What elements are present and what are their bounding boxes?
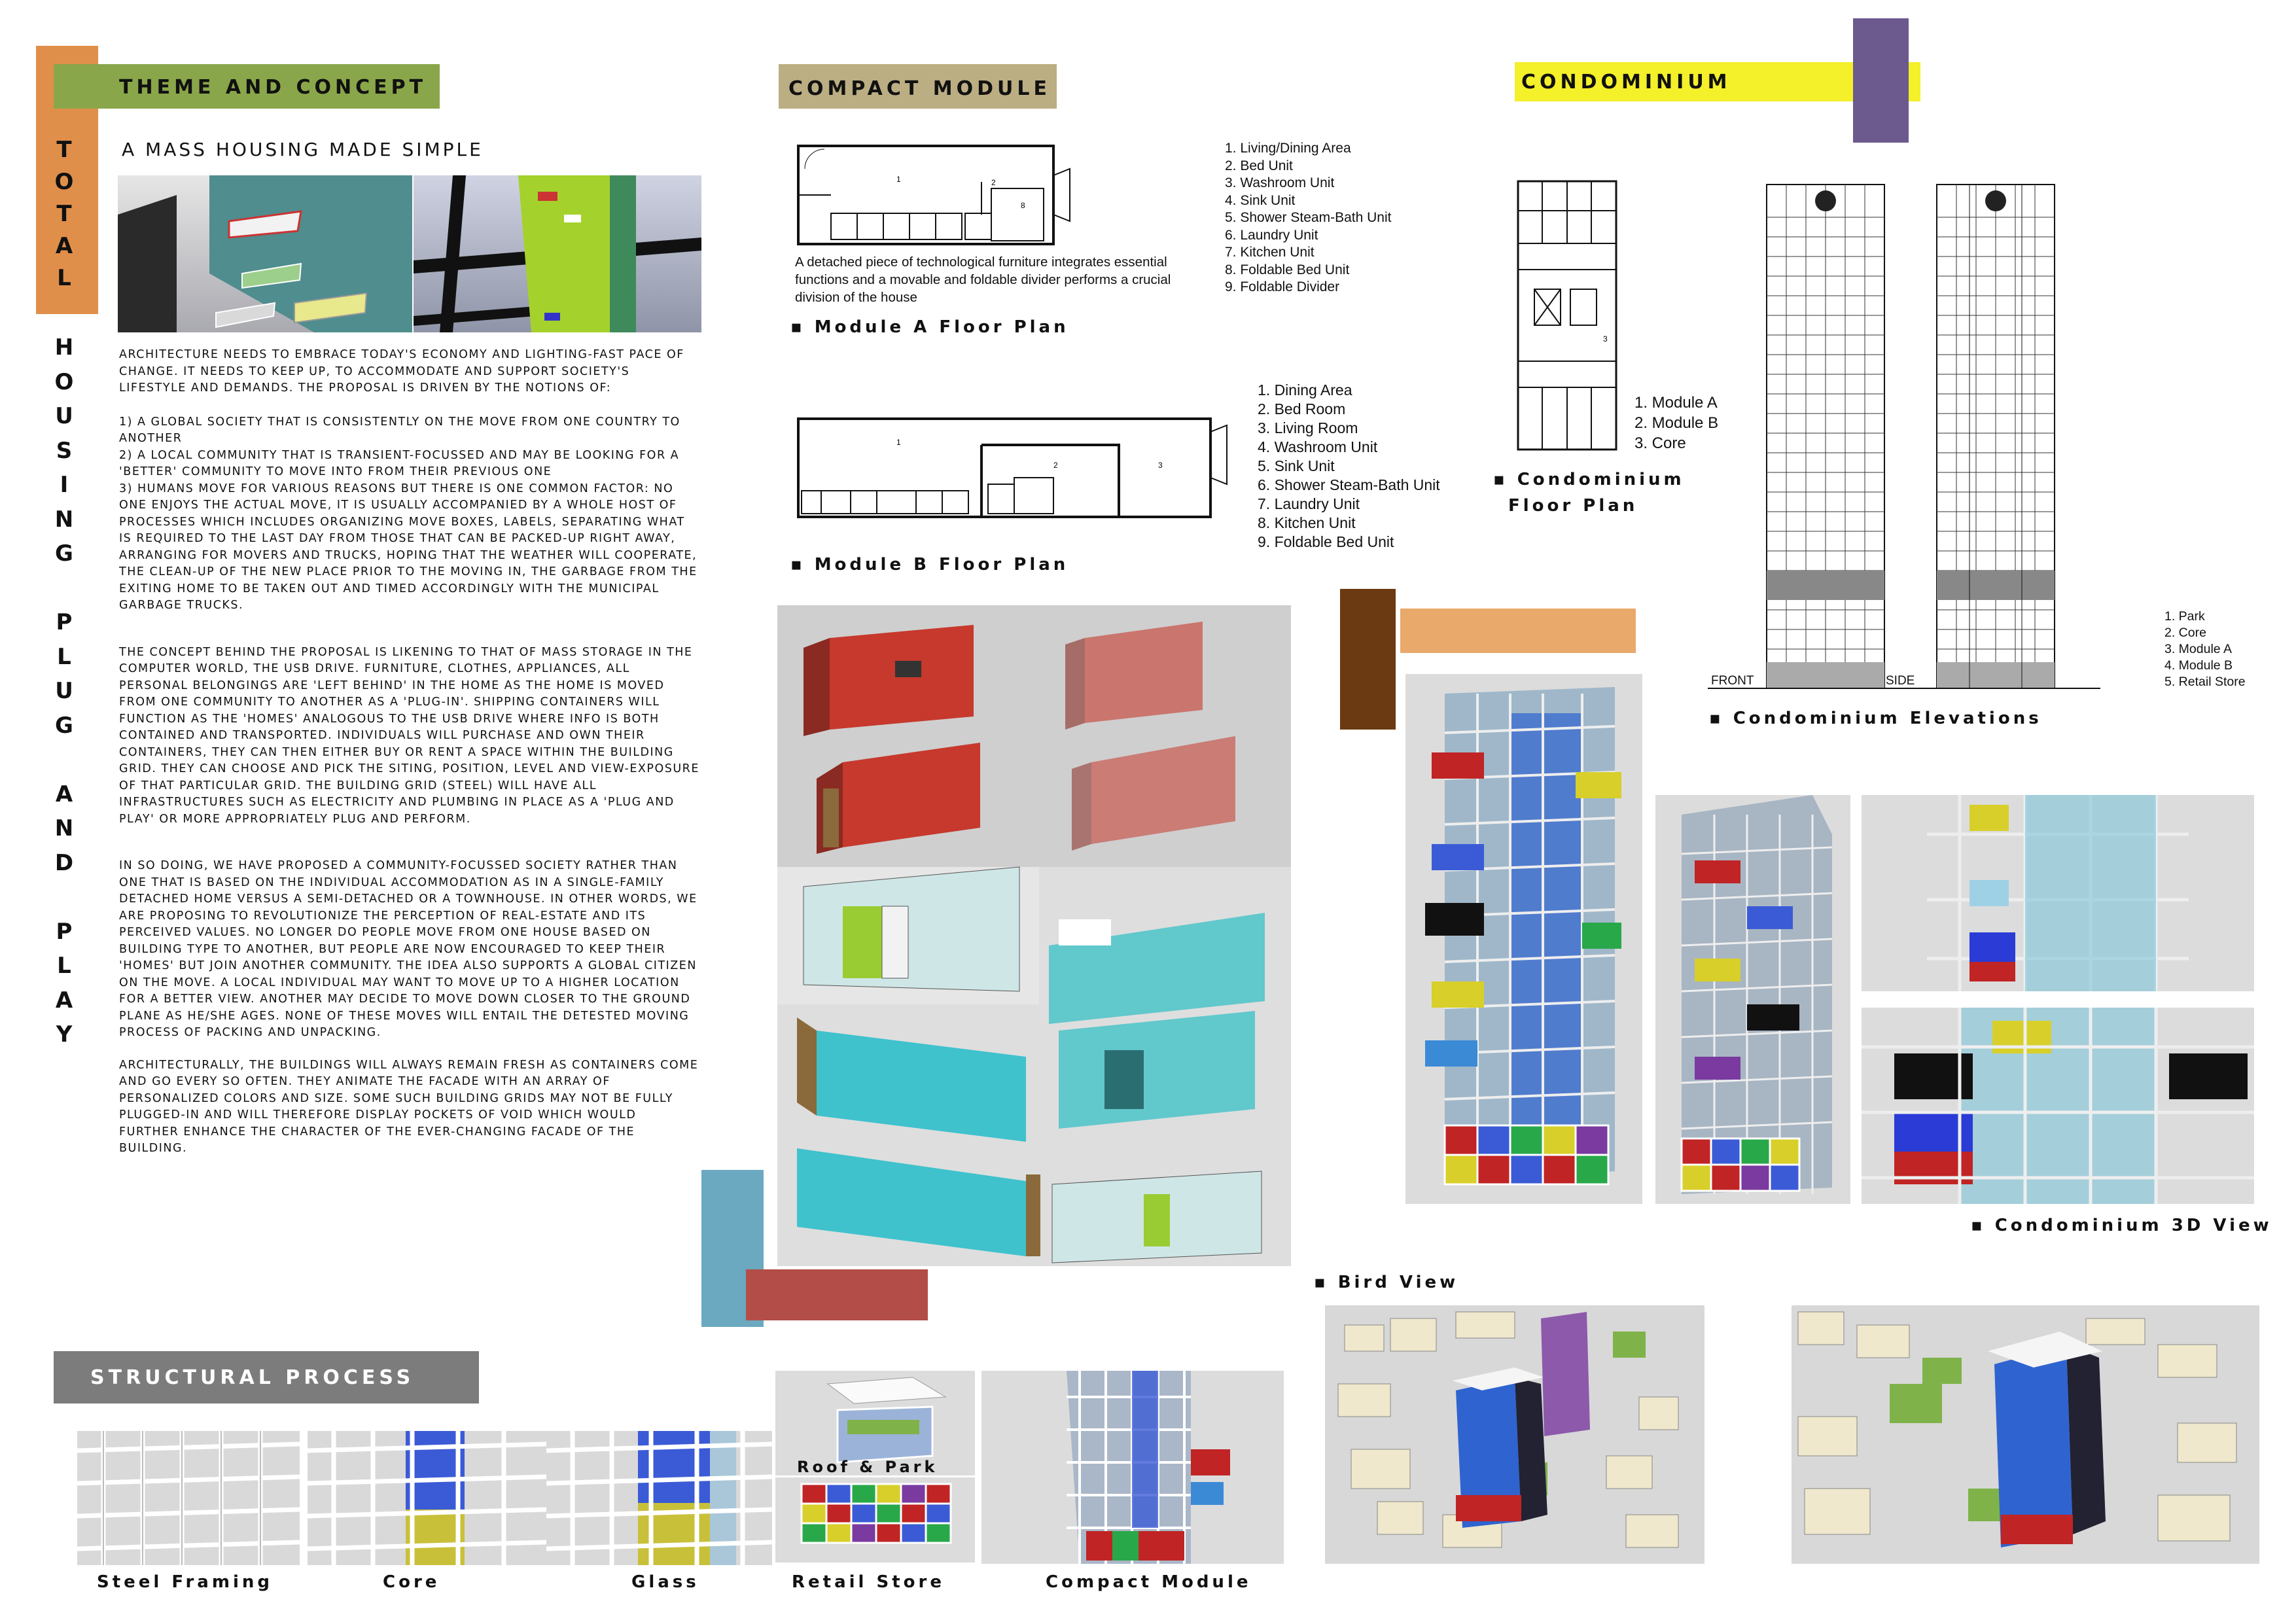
legend-item: 2. Bed Unit — [1225, 158, 1293, 173]
legend-item: 2. Core — [2164, 626, 2206, 640]
bird-view-caption-text: Bird View — [1337, 1273, 1459, 1292]
structural-header: STRUCTURAL PROCESS — [90, 1366, 415, 1389]
bullet-icon: ▪ — [790, 555, 815, 574]
compact-module-image — [981, 1371, 1284, 1564]
legend-item: 5. Retail Store — [2164, 675, 2246, 689]
vertical-letter: O — [54, 169, 74, 195]
condo-floor-plan — [1511, 178, 1629, 453]
vertical-title-top — [51, 134, 77, 294]
svg-text:2: 2 — [991, 178, 996, 187]
legend-item: 1. Module A — [1634, 394, 1718, 412]
condo-3d-detail-top — [1862, 795, 2254, 991]
legend-item: 3. Module A — [2164, 642, 2232, 656]
legend-item: 1. Living/Dining Area — [1225, 141, 1351, 156]
caption-glass: Glass — [631, 1572, 699, 1592]
vertical-letter: A — [55, 987, 73, 1014]
steel-framing-image — [77, 1431, 300, 1565]
module-b-legend — [1258, 381, 1440, 552]
legend-item: 9. Foldable Bed Unit — [1258, 533, 1394, 550]
svg-text:3: 3 — [1603, 334, 1608, 344]
vertical-letter: U — [55, 678, 73, 704]
condo-plan-legend — [1634, 393, 1718, 453]
vertical-letter — [51, 880, 77, 915]
concept-image-tower — [414, 175, 701, 332]
legend-item: 1. Park — [2164, 609, 2205, 624]
vertical-letter: L — [57, 265, 71, 291]
vertical-letter: T — [56, 137, 72, 163]
legend-item: 4. Module B — [2164, 658, 2233, 673]
module-b-caption — [790, 555, 1069, 574]
vertical-letter: S — [56, 437, 73, 464]
svg-text:3: 3 — [1158, 461, 1163, 470]
bullet-icon: ▪ — [790, 317, 815, 337]
paragraph: THE CONCEPT BEHIND THE PROPOSAL IS LIKENING TO THAT OF MASS STORAGE IN THE COMPUTER WORLD, THE USB DRIVE. FURNITURE, CLOTHES, APPLIANCES, ALL PERSONAL BELONGINGS ARE 'LEFT BEHIND' IN THE HOME AS THE HOME IS MOVED FROM ONE COMMUNITY TO ANOTHER AS A 'PLUG-IN'. SHIPPING CONTAINERS WILL FUNCTION AS THE 'HOMES' ANALOGOUS TO THE USB DRIVE WHERE INFO IS BOTH CONTAINED AND TRANSPORTED. INDIVIDUALS WILL PURCHASE AND OWN THEIR CONTAINERS, THEY CAN THEN EITHER BUY OR RENT A SPACE WITHIN THE BUILDING GRID. THEY CAN CHOOSE AND PICK THE SITING, POSITION, LEVEL AND VIEW-EXPOSURE OF THAT PARTICULAR GRID. THE BUILDING GRID (STEEL) WILL HAVE ALL INFRASTRUCTURES SUCH AS ELECTRICITY AND PLUMBING IN PLACE AS A 'PLUG AND PLAY' OR MORE APPROPRIATELY PLUG AND PERFORM. — [119, 645, 699, 826]
caption-retail-store: Retail Store — [792, 1572, 945, 1592]
compact-header: COMPACT MODULE — [788, 77, 1051, 100]
legend-item: 2. Bed Room — [1258, 400, 1346, 417]
legend-item: 8. Foldable Bed Unit — [1225, 262, 1350, 277]
legend-item: 3. Core — [1634, 434, 1686, 452]
vertical-letter: T — [56, 201, 72, 227]
retail-store-image — [775, 1477, 975, 1562]
legend-item: 4. Washroom Unit — [1258, 438, 1378, 455]
vertical-letter: D — [54, 849, 74, 876]
vertical-letter: O — [54, 368, 74, 395]
bird-view-left — [1325, 1305, 1704, 1564]
elev-legend — [2164, 609, 2246, 690]
legend-item: 8. Kitchen Unit — [1258, 514, 1356, 531]
brick-accent-block — [746, 1269, 928, 1320]
vertical-title-rest — [51, 330, 77, 1052]
vertical-letter: I — [60, 472, 69, 498]
vertical-letter: A — [55, 781, 73, 807]
vertical-letter: P — [56, 918, 73, 945]
paragraph: ARCHITECTURE NEEDS TO EMBRACE TODAY'S ECONOMY AND LIGHTING-FAST PACE OF CHANGE. IT NEEDS TO KEEP UP, TO ACCOMMODATE AND SUPPORT SOCIETY'S LIFESTYLE AND DEMANDS. THE PROPOSAL IS DRIVEN BY THE NOTIONS OF: — [119, 348, 684, 395]
condo-3d-tower-front — [1405, 674, 1642, 1204]
svg-text:1: 1 — [896, 175, 901, 184]
condo-3d-detail-bottom — [1862, 1008, 2254, 1204]
condo-header: CONDOMINIUM — [1521, 71, 1731, 94]
peach-accent-block — [1400, 609, 1636, 653]
vertical-letter: L — [57, 953, 71, 979]
legend-item: 7. Kitchen Unit — [1225, 245, 1315, 260]
bird-view-right — [1792, 1305, 2259, 1564]
vertical-letter: H — [54, 334, 74, 361]
brown-accent-block — [1340, 589, 1396, 730]
svg-text:8: 8 — [1021, 201, 1025, 210]
caption-steel-framing: Steel Framing — [97, 1572, 273, 1592]
legend-item: 4. Sink Unit — [1225, 192, 1296, 208]
paragraph: 1) A GLOBAL SOCIETY THAT IS CONSISTENTLY ON THE MOVE FROM ONE COUNTRY TO ANOTHER 2) A LOCAL COMMUNITY THAT IS TRANSIENT-FOCUSSED AND MAY BE LOOKING FOR A 'BETTER' COMMUNITY TO MOVE INTO FROM THEIR PREVIOUS ONE 3) HUMANS MOVE FOR VARIOUS REASONS BUT THERE IS ONE COMMON FACTOR: NO ONE ENJOYS THE ACTUAL MOVE, IT IS USUALLY ACCOMPANIED BY A WHOLE HOST OF PROCESSES WHICH INCLUDES ORGANIZING MOVE BOXES, LABELS, SEPARATING WHAT IS REQUIRED TO THE LAST DAY FROM THOSE THAT CAN BE PACKED-UP RIGHT AWAY, ARRANGING FOR MOVERS AND TRUCKS, HOPING THAT THE WEATHER WILL COOPERATE, THE CLEAN-UP OF THE NEW PLACE PRIOR TO THE MOVING IN, THE GARBAGE FROM THE EXITING HOME TO BE TAKEN OUT AND TIMED ACCORDINGLY WITH THE MUNICIPAL GARBAGE TRUCKS. — [119, 415, 698, 612]
bullet-icon: ▪ — [1493, 470, 1517, 489]
roof-park-caption: Roof & Park — [797, 1458, 938, 1476]
module-b-floor-plan — [792, 406, 1237, 523]
condo-elevations — [1708, 178, 2100, 695]
condo-plan-caption — [1493, 470, 1685, 489]
paragraph: ARCHITECTURALLY, THE BUILDINGS WILL ALWAYS REMAIN FRESH AS CONTAINERS COME AND GO EVERY SO OFTEN. THEY ANIMATE THE FACADE WITH AN ARRAY OF PERSONALIZED COLORS AND SIZE. SOME SUCH BUILDING GRIDS MAY NOT BE FULLY PLUGGED-IN AND WILL THEREFORE DISPLAY POCKETS OF VOID WHICH WOULD FURTHER ENHANCE THE CHARACTER OF THE EVER-CHANGING FACADE OF THE BUILDING. — [119, 1058, 699, 1155]
caption-compact-module: Compact Module — [1046, 1572, 1252, 1592]
vertical-letter: Y — [56, 1021, 73, 1048]
condo-plan-caption-line1: Condominium — [1517, 470, 1685, 489]
svg-text:2: 2 — [1053, 461, 1058, 470]
elev-caption-text: Condominium Elevations — [1733, 709, 2042, 728]
theme-header: THEME AND CONCEPT — [119, 76, 427, 99]
bird-view-caption — [1314, 1273, 1458, 1292]
legend-item: 2. Module B — [1634, 414, 1719, 432]
concept-body — [119, 347, 700, 1157]
vertical-letter: U — [55, 403, 73, 429]
vertical-letter: G — [55, 712, 73, 739]
concept-image-plug — [118, 175, 412, 332]
vertical-letter — [51, 571, 77, 606]
legend-item: 1. Dining Area — [1258, 381, 1352, 398]
legend-item: 3. Living Room — [1258, 419, 1358, 436]
glass-image — [546, 1431, 772, 1565]
legend-item: 7. Laundry Unit — [1258, 495, 1360, 512]
legend-item: 5. Shower Steam-Bath Unit — [1225, 210, 1392, 225]
module-a-caption-text: Module A Floor Plan — [814, 317, 1069, 337]
module-b-caption-text: Module B Floor Plan — [814, 555, 1069, 574]
bullet-icon: ▪ — [1971, 1216, 1995, 1235]
vertical-letter: N — [54, 815, 74, 841]
bullet-icon: ▪ — [1314, 1273, 1338, 1292]
vertical-letter: L — [57, 643, 71, 670]
vertical-letter: G — [55, 540, 73, 567]
legend-item: 5. Sink Unit — [1258, 457, 1335, 474]
paragraph: IN SO DOING, WE HAVE PROPOSED A COMMUNITY-FOCUSSED SOCIETY RATHER THAN ONE THAT IS BASED ON THE INDIVIDUAL ACCOMMODATION AS IN A SINGLE-FAMILY DETACHED HOME VERSUS A SEMI-DETACHED OR A TOWNHOUSE. IN OTHER WORDS, WE ARE PROPOSING TO REVOLUTIONIZE THE PERCEPTION OF REAL-ESTATE AND ITS PERCEIVED VALUES. NO LONGER DO PEOPLE MOVE FROM ONE HOUSE BASED ON BUILDING TYPE TO ANOTHER, BUT PEOPLE ARE NOW ENCOURAGED TO KEEP THEIR 'HOMES' BUT JOIN ANOTHER COMMUNITY. THE IDEA ALSO SUPPORTS A GLOBAL CITIZEN ON THE MOVE. A LOCAL INDIVIDUAL MAY WANT TO MOVE UP TO A HIGHER LOCATION FOR A BETTER VIEW. ANOTHER MAY DECIDE TO MOVE DOWN CLOSER TO THE GROUND PLANE AS HE/SHE AGES. NONE OF THESE MOVES WILL ENTAIL THE DETESTED MOVING PROCESS OF PACKING AND UNPACKING. — [119, 859, 698, 1039]
module-a-floor-plan — [792, 143, 1073, 247]
module-a-note: A detached piece of technological furniture integrates essential functions and a movable and foldable divider performs a crucial division of the house — [795, 255, 1171, 305]
purple-accent-block — [1853, 18, 1909, 143]
module-a-caption — [790, 317, 1069, 337]
legend-item: 6. Laundry Unit — [1225, 227, 1318, 243]
vertical-letter: A — [55, 233, 73, 259]
caption-core: Core — [383, 1572, 440, 1592]
elevation-grid-lines — [1767, 185, 2055, 688]
theme-subtitle: A MASS HOUSING MADE SIMPLE — [122, 139, 484, 160]
elev-side-label: SIDE — [1886, 674, 1915, 688]
condo-plan-caption-line2: Floor Plan — [1508, 496, 1638, 516]
vertical-letter: N — [54, 506, 74, 533]
legend-item: 3. Washroom Unit — [1225, 175, 1335, 190]
core-image — [308, 1431, 546, 1565]
bullet-icon: ▪ — [1709, 709, 1733, 728]
container-renders — [777, 605, 1291, 1266]
legend-item: 6. Shower Steam-Bath Unit — [1258, 476, 1440, 493]
vertical-letter — [51, 743, 77, 777]
condo-3d-tower-angle — [1655, 795, 1850, 1204]
svg-text:1: 1 — [896, 438, 901, 447]
vertical-letter: P — [56, 609, 73, 635]
elev-front-label: FRONT — [1711, 674, 1754, 688]
view3d-caption — [1971, 1216, 2272, 1235]
module-a-legend — [1225, 140, 1391, 296]
elev-caption — [1709, 709, 2042, 728]
legend-item: 9. Foldable Divider — [1225, 279, 1340, 294]
view3d-caption-text: Condominium 3D View — [1994, 1216, 2272, 1235]
